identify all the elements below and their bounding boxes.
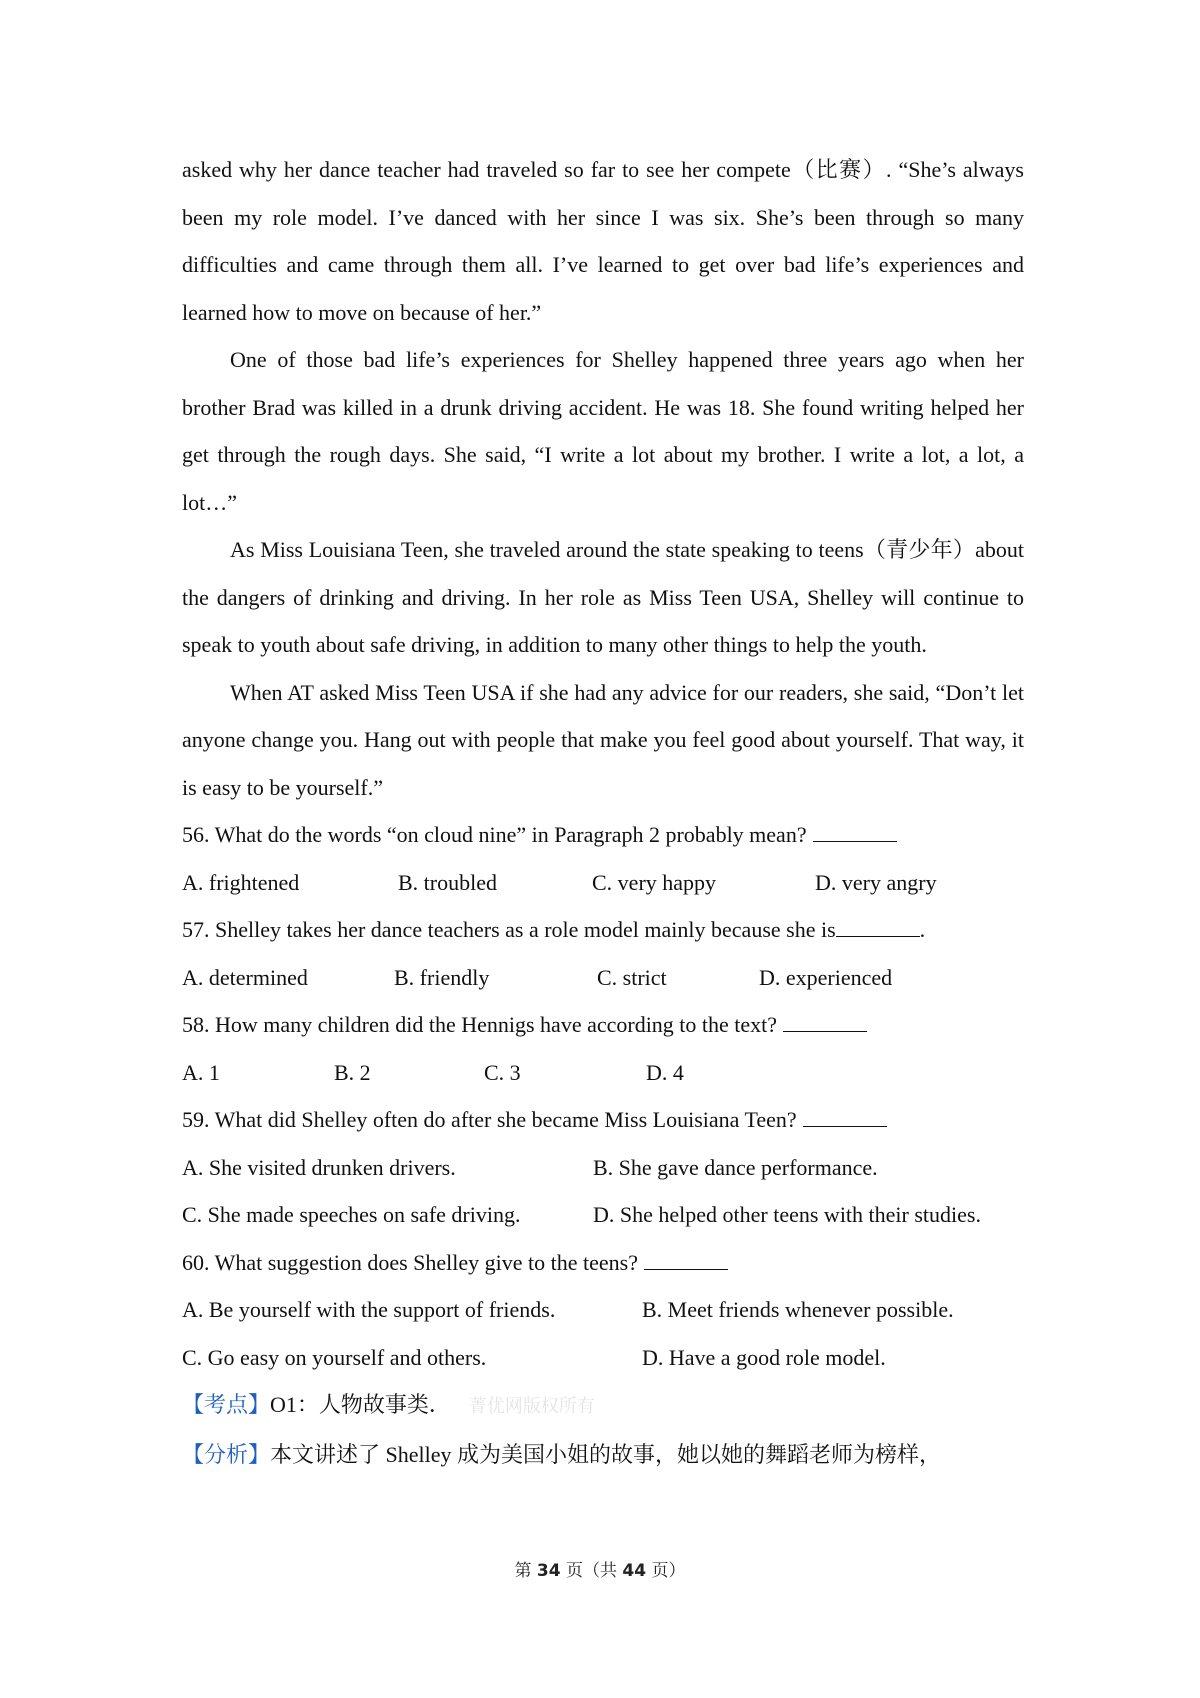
passage-paragraph-3: As Miss Louisiana Teen, she traveled around the state speaking to teens（青少年）about the dangers of drinking and driving. In her role as Miss Teen USA, Shelley will continue to speak to youth about safe driving, in addition to many other things to help the youth. (182, 537, 1024, 657)
option-a: A. 1 (182, 1059, 220, 1085)
fenxi-tag: 【分析】 (182, 1441, 271, 1467)
fenxi-line (182, 1431, 1024, 1479)
option-d: D. Have a good role model. (642, 1344, 886, 1370)
question-60-options-cd (182, 1334, 1024, 1382)
question-59-options-cd (182, 1191, 1024, 1239)
question-stem: 57. Shelley takes her dance teachers as a role model mainly because she is (182, 917, 836, 942)
option-a: A. determined (182, 964, 308, 990)
question-suffix: . (919, 917, 926, 942)
passage-paragraph-1: asked why her dance teacher had traveled so far to see her compete（比赛）. “She’s always been my role model. I’ve danced with her since I was six. She’s been through so many difficulties and came through them all. I’ve learned to get over bad life’s experiences and learned how to move on because of her.” (182, 157, 1024, 325)
option-d: D. experienced (759, 964, 893, 990)
footer-prefix: 第 (514, 1561, 532, 1581)
option-a: A. She visited drunken drivers. (182, 1154, 456, 1180)
question-59 (182, 1096, 1024, 1144)
question-60 (182, 1239, 1024, 1287)
answer-blank (836, 935, 920, 937)
question-57-options (182, 954, 1024, 1002)
option-d: D. 4 (646, 1059, 684, 1085)
option-a: A. Be yourself with the support of friends. (182, 1297, 556, 1322)
answer-blank (783, 1030, 867, 1032)
question-60-options-ab (182, 1286, 1024, 1334)
kaodian-tag: 【考点】 (182, 1392, 271, 1417)
question-58-options (182, 1049, 1024, 1097)
footer-total-pages: 44 (622, 1561, 647, 1581)
option-c: C. 3 (484, 1059, 521, 1085)
question-58 (182, 1001, 1024, 1049)
footer-page-number: 34 (536, 1561, 561, 1581)
question-stem: 60. What suggestion does Shelley give to the teens? (182, 1249, 639, 1275)
option-b: B. troubled (398, 869, 497, 895)
option-b: B. friendly (394, 964, 490, 990)
page-footer (0, 1556, 1200, 1581)
footer-suffix: 页） (651, 1561, 686, 1581)
answer-blank (644, 1268, 728, 1270)
answer-blank (803, 1125, 887, 1127)
passage-paragraph-4: When AT asked Miss Teen USA if she had any advice for our readers, she said, “Don’t let anyone change you. Hang out with people that make you feel good about yourself. That way, it is easy to be yourself.” (182, 679, 1024, 800)
document-body (182, 146, 1024, 1478)
option-c: C. Go easy on yourself and others. (182, 1344, 487, 1370)
option-c: C. very happy (592, 869, 717, 895)
question-59-options-ab (182, 1144, 1024, 1192)
question-stem: 56. What do the words “on cloud nine” in Paragraph 2 probably mean? (182, 822, 807, 847)
option-d: D. very angry (815, 869, 937, 895)
answer-blank (813, 840, 897, 842)
fenxi-text: 本文讲述了 Shelley 成为美国小姐的故事，她以她的舞蹈老师为榜样， (270, 1441, 942, 1467)
question-56-options (182, 859, 1024, 907)
option-d: D. She helped other teens with their studies. (593, 1202, 981, 1227)
footer-mid: 页（共 (566, 1561, 617, 1581)
watermark-text: 菁优网版权所有 (468, 1396, 595, 1416)
question-stem: 59. What did Shelley often do after she became Miss Louisiana Teen? (182, 1107, 797, 1132)
question-57 (182, 906, 1024, 954)
question-56 (182, 811, 1024, 859)
option-a: A. frightened (182, 869, 300, 895)
kaodian-text: O1：人物故事类． (270, 1392, 451, 1417)
option-b: B. She gave dance performance. (593, 1154, 878, 1180)
option-b: B. Meet friends whenever possible. (642, 1297, 954, 1322)
question-stem: 58. How many children did the Hennigs have according to the text? (182, 1012, 778, 1037)
kaodian-line (182, 1381, 1024, 1431)
passage-paragraph-2: One of those bad life’s experiences for Shelley happened three years ago when her brother Brad was killed in a drunk driving accident. He was 18. She found writing helped her get through the rough days. She said, “I write a lot about my brother. I write a lot, a lot, a lot…” (182, 347, 1024, 515)
option-c: C. She made speeches on safe driving. (182, 1202, 521, 1227)
option-c: C. strict (597, 964, 667, 990)
option-b: B. 2 (334, 1059, 371, 1085)
